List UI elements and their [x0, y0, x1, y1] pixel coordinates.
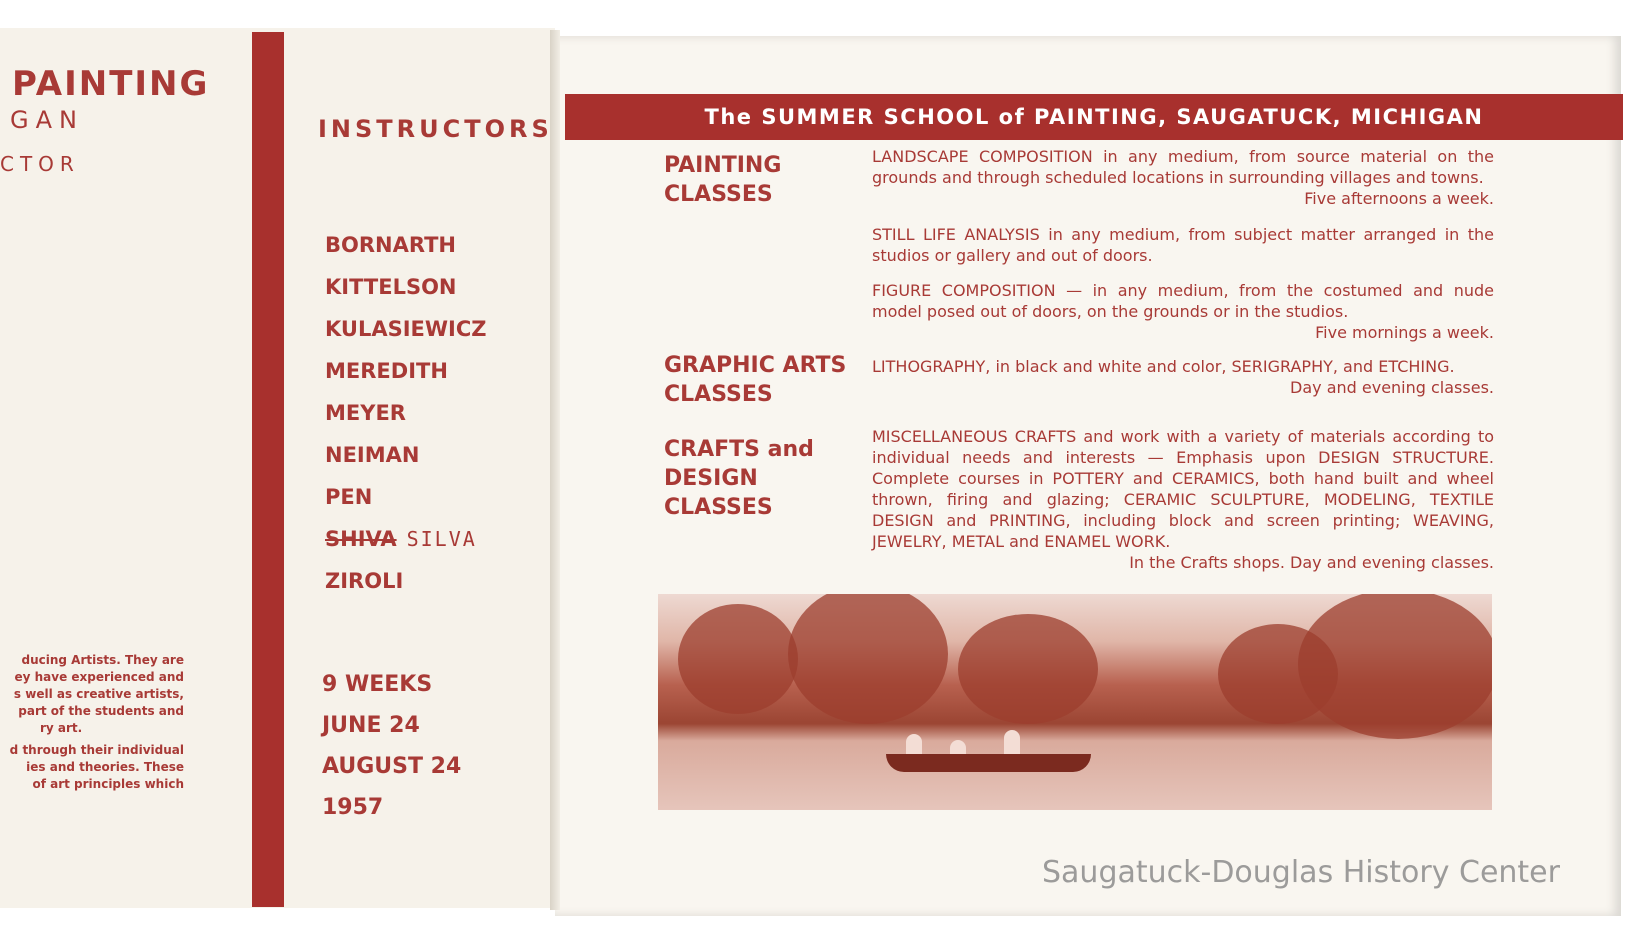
instructor-name: BORNARTH	[325, 233, 456, 257]
photo-tree	[1298, 594, 1492, 739]
heading-line: CLASSES	[664, 382, 773, 407]
handwritten-correction: SILVA	[406, 527, 477, 551]
heading-line: DESIGN	[664, 466, 758, 491]
class-description: LANDSCAPE COMPOSITION in any medium, from source material on the grounds and through scheduled locations in surrounding villages and towns.	[872, 147, 1494, 187]
instructor-name: ZIROLI	[325, 569, 404, 593]
class-schedule: In the Crafts shops. Day and evening classes.	[1129, 553, 1494, 572]
cut-line: of art principles which	[32, 777, 184, 791]
graphic-arts-desc	[872, 356, 1494, 398]
school-banner: The SUMMER SCHOOL of PAINTING, SAUGATUCK, MICHIGAN	[565, 94, 1623, 140]
figure-composition-desc	[872, 280, 1494, 343]
cut-line: ry art.	[40, 721, 83, 735]
instructor-name: KULASIEWICZ	[325, 317, 487, 341]
cut-title: PAINTING	[12, 64, 210, 104]
instructor-name: MEYER	[325, 401, 406, 425]
cut-line: ies and theories. These	[26, 760, 184, 774]
heading-line: PAINTING	[664, 153, 782, 178]
red-vertical-bar	[252, 32, 284, 907]
class-description: FIGURE COMPOSITION — in any medium, from the costumed and nude model posed out of doors, on the grounds or in the studios.	[872, 281, 1494, 321]
rowboat-photo	[658, 594, 1492, 810]
class-description: STILL LIFE ANALYSIS in any medium, from subject matter arranged in the studios or gallery and out of doors.	[872, 225, 1494, 265]
session-dates	[322, 668, 461, 832]
session-start: JUNE 24	[322, 713, 420, 738]
instructor-name: MEREDITH	[325, 359, 448, 383]
cut-paragraph-1	[0, 652, 184, 737]
heading-line: CLASSES	[664, 495, 773, 520]
photo-person	[1004, 730, 1020, 756]
cut-line: d through their individual	[9, 743, 184, 757]
instructor-name-corrected	[325, 522, 487, 564]
instructor-list	[325, 228, 487, 606]
photo-tree	[678, 604, 798, 714]
crafts-design-heading	[664, 435, 814, 522]
cut-line: ey have experienced and	[14, 670, 184, 684]
heading-line: GRAPHIC ARTS	[664, 353, 847, 378]
instructor-name: NEIMAN	[325, 443, 420, 467]
class-schedule: Day and evening classes.	[1290, 378, 1494, 397]
instructor-name: PEN	[325, 485, 373, 509]
cut-subtitle: GAN	[10, 106, 84, 134]
photo-rowboat	[886, 754, 1091, 772]
cut-paragraph-2	[0, 742, 184, 793]
cut-line: part of the students and	[18, 704, 184, 718]
session-weeks: 9 WEEKS	[322, 672, 433, 697]
booklet-spine	[550, 30, 560, 910]
class-schedule: Five afternoons a week.	[1304, 189, 1494, 208]
struck-name: SHIVA	[325, 527, 397, 551]
class-schedule: Five mornings a week.	[1315, 323, 1494, 342]
instructors-heading: INSTRUCTORS	[318, 115, 553, 143]
graphic-arts-heading	[664, 351, 846, 409]
watermark-text: Saugatuck-Douglas History Center	[1042, 855, 1560, 890]
landscape-composition-desc	[872, 146, 1494, 209]
instructor-name: KITTELSON	[325, 275, 457, 299]
still-life-desc	[872, 224, 1494, 266]
cut-line: s well as creative artists,	[13, 687, 184, 701]
heading-line: CRAFTS and	[664, 437, 814, 462]
class-description: MISCELLANEOUS CRAFTS and work with a variety of materials according to individual needs and interests — Emphasis upon DESIGN STRUCTURE. Complete courses in POTTERY and CERAMICS, both hand built and wheel thrown, firing and glazing; CERAMIC SCULPTURE, MODELING, TEXTILE DESIGN and PRINTING, including block and screen printing; WEAVING, JEWELRY, METAL and ENAMEL WORK.	[872, 427, 1494, 551]
crafts-desc	[872, 426, 1494, 573]
session-end: AUGUST 24	[322, 754, 462, 779]
session-year: 1957	[322, 795, 384, 820]
cut-director: CTOR	[0, 152, 80, 176]
painting-classes-heading	[664, 151, 781, 209]
cut-line: ducing Artists. They are	[21, 653, 184, 667]
class-description: LITHOGRAPHY, in black and white and color, SERIGRAPHY, and ETCHING.	[872, 357, 1455, 376]
photo-tree	[788, 594, 948, 724]
photo-tree	[958, 614, 1098, 724]
photo-person	[906, 734, 922, 756]
heading-line: CLASSES	[664, 182, 773, 207]
